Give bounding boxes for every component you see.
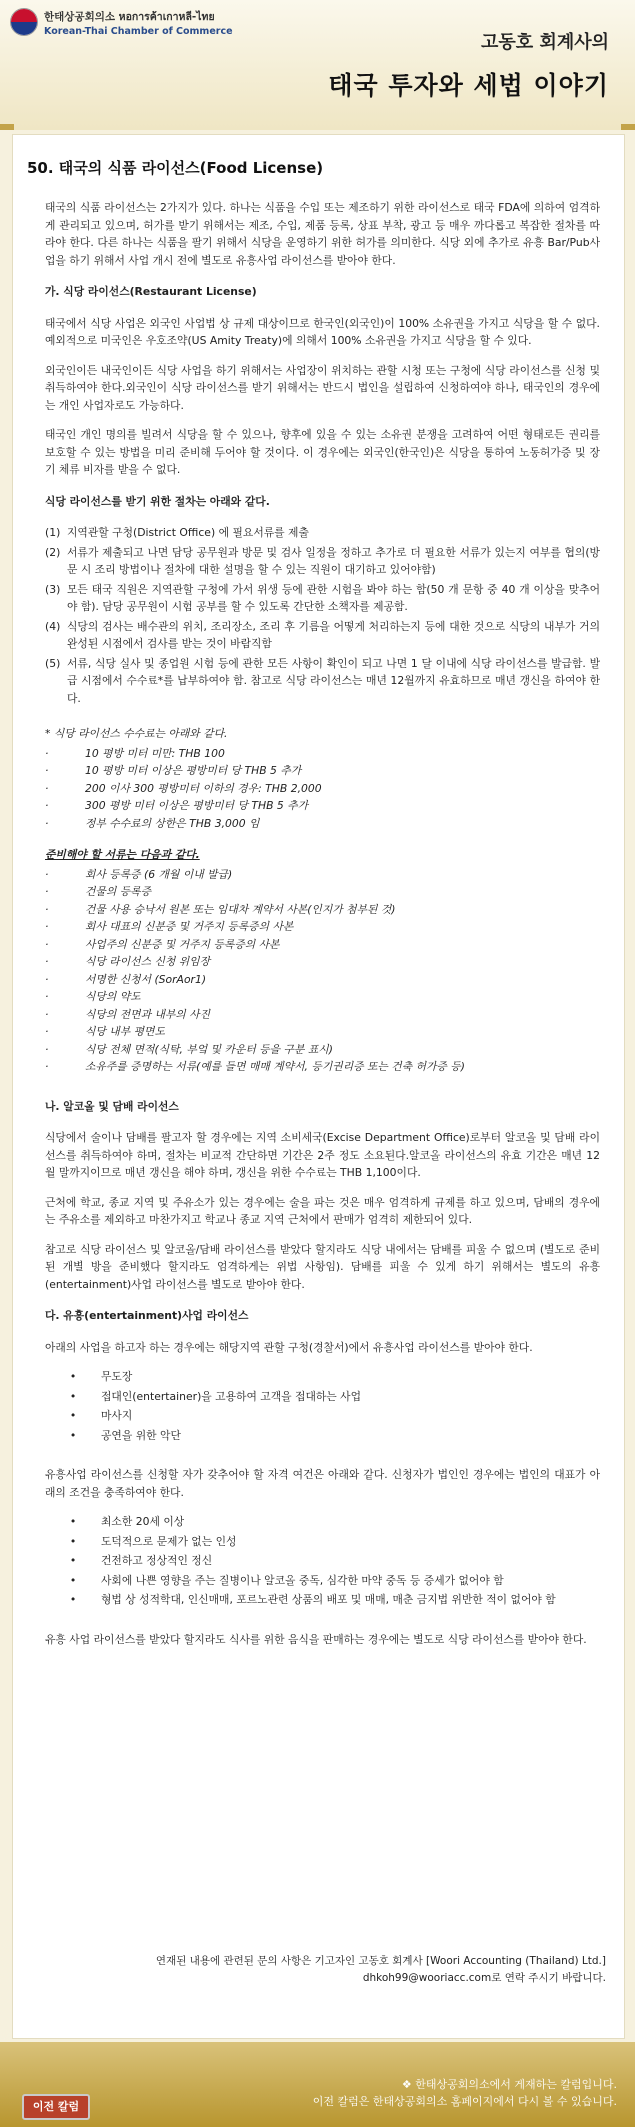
- org-name-kr-th: 한태상공회의소 หอการค้าเกาหลี-ไทย: [44, 11, 215, 23]
- list-item: · 200 이사 300 평방미터 이하의 경우: THB 2,000: [45, 781, 322, 795]
- page-header: [0, 0, 635, 130]
- section-c-paragraph-3: 유흥 사업 라이선스를 받았다 할지라도 식사를 위한 음식을 판매하는 경우에는 별도로 식당 라이선스를 받아야 한다.: [45, 1632, 587, 1646]
- list-item: • 접대인(entertainer)을 고용하여 고객을 접대하는 사업: [69, 1389, 362, 1403]
- qualification-list: [45, 1513, 600, 1609]
- business-list: [45, 1368, 600, 1444]
- list-item: · 사업주의 신분증 및 거주지 등록증의 사본: [45, 937, 280, 951]
- section-b-paragraph-1: 식당에서 술이나 담배를 팔고자 할 경우에는 지역 소비세국(Excise Department Office)로부터 알코올 및 담배 라이선스를 취득하여야 하며, 절차는 비교적 간단하면 기간은 2주 정도 소요된다.알코올 라이선스의 유효 기간은 매년 12월 말까지이므로 매년 갱신을 해야 하며, 갱신을 위한 수수료는 THB 1,100이다.: [45, 1131, 600, 1179]
- section-c-paragraph-2: 유흥사업 라이선스를 신청할 자가 갖추어야 할 자격 여건은 아래와 같다. 신청자가 법인인 경우에는 법인의 대표가 아래의 조건을 충족하여야 한다.: [45, 1468, 600, 1499]
- list-item: · 건물의 등록증: [45, 885, 152, 898]
- list-item: · 10 평방 미터 미만: THB 100: [45, 746, 225, 760]
- footer-note-line-2: 이전 칼럼은 한태상공회의소 홈페이지에서 다시 볼 수 있습니다.: [312, 2095, 617, 2108]
- section-b-title: 나. 알코올 및 담배 라이선스: [45, 1099, 179, 1113]
- section-a-paragraph-2: 외국인이든 내국인이든 식당 사업을 하기 위해서는 사업장이 위치하는 관할 시청 또는 구청에 식당 라이선스를 신청 및 취득하여야 한다.외국인이 식당 라이선스를 받기 위해서는 반드시 법인을 설립하여 신청하여야 하나, 태국인의 경우에는 개인 사업자로도 가능하다.: [45, 363, 600, 412]
- list-item: • 사회에 나쁜 영향을 주는 질병이나 알코올 중독, 심각한 마약 중독 등 증세가 없어야 함: [69, 1573, 504, 1587]
- previous-column-button[interactable]: 이전 칼럼: [22, 2094, 90, 2120]
- list-item: • 형법 상 성적학대, 인신매매, 포르노관련 상품의 배포 및 매매, 매춘 금지법 위반한 적이 없어야 함: [69, 1593, 556, 1606]
- contact-line-1: 연재된 내용에 관련된 문의 사항은 기고자인 고동호 회계사 [Woori Accounting (Thailand) Ltd.]: [155, 1955, 606, 1967]
- list-item: (3) 모든 태국 직원은 지역관할 구청에 가서 위생 등에 관한 시험을 봐야 하는 함(50 개 문항 중 40 개 이상을 맞추어야 함). 담당 공무원이 시험 공부를 할 수 있도록 간단한 소책자를 제공함.: [45, 582, 600, 613]
- footer-note: [313, 2076, 617, 2110]
- list-item: · 식당의 전면과 내부의 사진: [45, 1007, 211, 1021]
- list-item: · 10 평방 미터 이상은 평방미터 당 THB 5 추가: [45, 764, 302, 777]
- list-item: · 소유주를 증명하는 서류(예를 들면 매매 계약서, 등기권리증 또는 건축 허가증 등): [45, 1060, 465, 1073]
- article-card: [12, 134, 625, 2039]
- section-a-title: 가. 식당 라이선스(Restaurant License): [45, 285, 257, 298]
- list-item: · 서명한 신청서 (SorAor1): [45, 972, 207, 986]
- series-title: 고동호 회계사의: [481, 32, 609, 53]
- section-c-paragraph-1: 아래의 사업을 하고자 하는 경우에는 해당지역 관할 구청(경찰서)에서 유흥사업 라이선스를 받아야 한다.: [45, 1340, 533, 1354]
- list-item: • 건전하고 정상적인 정신: [69, 1554, 213, 1567]
- article-body: [45, 199, 600, 1660]
- footer-note-line-1: ❖ 한태상공회의소에서 게재하는 칼럼입니다.: [401, 2078, 617, 2091]
- list-item: • 무도장: [69, 1370, 133, 1383]
- header-rule-left: [0, 124, 14, 130]
- list-item: • 도덕적으로 문제가 없는 인성: [69, 1534, 237, 1548]
- main-title: 태국 투자와 세법 이야기: [328, 71, 609, 100]
- list-item: · 식당의 약도: [45, 990, 141, 1003]
- intro-paragraph: 태국의 식품 라이선스는 2가지가 있다. 하나는 식품을 수입 또는 제조하기 위한 라이선스로 태국 FDA에 의하여 엄격하게 관리되고 있으며, 허가를 받기 위해서는 제조, 수입, 제품 등록, 상표 부착, 광고 등 매우 까다롭고 복잡한 절차를 따라야 한다. 다른 하나는 식품을 팔기 위해서 식당을 운영하기 위한 허가를 의미한다. 식당 외에 추가로 유흥 Bar/Pub사업을 하기 위해서 사업 개시 전에 별도로 유흥사업 라이선스를 받아야 한다.: [45, 201, 600, 267]
- list-item: • 최소한 20세 이상: [69, 1515, 185, 1528]
- list-item: · 회사 대표의 신분증 및 거주지 등록증의 사본: [45, 920, 294, 933]
- list-item: (2) 서류가 제출되고 나면 담당 공무원과 방문 및 검사 일정을 정하고 추가로 더 필요한 서류가 있는지 여부를 협의(방문 시 조리 방법이나 절차에 대한 설명을 할 수 있는 직원이 대기하고 있어야함): [45, 545, 600, 576]
- chamber-logo[interactable]: [10, 8, 233, 37]
- documents-title: 준비해야 할 서류는 다음과 같다.: [45, 848, 200, 861]
- section-a-paragraph-1: 태국에서 식당 사업은 외국인 사업법 상 규제 대상이므로 한국인(외국인)이 100% 소유권을 가지고 식당을 할 수 없다. 예외적으로 미국인은 우호조약(US Amity Treaty)에 의해서 100% 소유권을 가지고 식당을 할 수 있다.: [45, 316, 600, 347]
- list-item: (4) 식당의 검사는 배수관의 위치, 조리장소, 조리 후 기름을 어떻게 처리하는지 등에 대한 것으로 식당의 내부가 거의 완성된 시점에서 검사를 받는 것이 바람직함: [45, 619, 600, 650]
- fees-title: * 식당 라이선스 수수료는 아래와 같다.: [45, 727, 228, 740]
- section-b-paragraph-2: 근처에 학교, 종교 지역 및 주유소가 있는 경우에는 술을 파는 것은 매우 엄격하게 규제를 하고 있으며, 담배의 경우에는 주유소를 제외하고 마찬가지고 학교나 종교 지역 근처에서 판매가 엄격히 제한되어 있다.: [45, 1195, 600, 1226]
- section-a-paragraph-3: 태국인 개인 명의를 빌려서 식당을 할 수 있으나, 향후에 있을 수 있는 소유권 분쟁을 고려하여 어떤 형태로든 권리를 보호할 수 있는 방법을 미리 준비해 두어야 할 것이다. 이 경우에는 외국인(한국인)은 식당을 통하여 노동허가증 및 장기 체류 비자를 받을 수 없다.: [45, 428, 600, 476]
- article-title: 50. 태국의 식품 라이선스(Food License): [27, 159, 324, 177]
- list-item: • 마사지: [69, 1409, 133, 1422]
- contact-info: [156, 1953, 606, 1987]
- list-item: · 건물 사용 승낙서 원본 또는 임대차 계약서 사본(인지가 첨부된 것): [45, 902, 396, 916]
- steps-list: [45, 524, 600, 707]
- org-name-en: Korean-Thai Chamber of Commerce: [44, 26, 233, 37]
- list-item: · 식당 라이선스 신청 위임장: [45, 955, 211, 968]
- contact-email[interactable]: dhkoh99@wooriacc.com로 연락 주시기 바랍니다.: [362, 1972, 606, 1984]
- page-footer: [0, 2042, 635, 2127]
- list-item: (1) 지역관할 구청(District Office) 에 필요서류를 제출: [45, 526, 309, 539]
- list-item: · 식당 전체 면적(식탁, 부엌 및 카운터 등을 구분 표시): [45, 1042, 333, 1056]
- list-item: · 회사 등록증 (6 개월 이내 발급): [45, 867, 233, 881]
- chamber-emblem-icon: [10, 8, 38, 36]
- list-item: · 300 평방 미터 이상은 평방미터 당 THB 5 추가: [45, 799, 309, 812]
- list-item: (5) 서류, 식당 실사 및 종업원 시험 등에 관한 모든 사항이 확인이 되고 나면 1 달 이내에 식당 라이선스를 발급함. 발급 시점에서 수수료*를 납부하여야 함. 참고로 식당 라이선스는 매년 12월까지 유효하므로 매년 갱신을 하여야 한다.: [45, 656, 600, 705]
- list-item: · 식당 내부 평면도: [45, 1025, 165, 1038]
- header-rule-right: [621, 124, 635, 130]
- list-item: • 공연을 위한 악단: [69, 1428, 181, 1442]
- steps-title: 식당 라이선스를 받기 위한 절차는 아래와 같다.: [45, 494, 270, 508]
- section-b-paragraph-3: 참고로 식당 라이선스 및 알코올/담배 라이선스를 받았다 할지라도 식당 내에서는 담배를 피울 수 없으며 (별도로 준비된 개별 방을 준비했다 할지라도 엄격하게는 위법 사항임). 담배를 피울 수 있게 하기 위해서는 별도의 유흥(entertainment)사업 라이선스를 별도로 받아야 한다.: [45, 1242, 600, 1291]
- section-c-title: 다. 유흥(entertainment)사업 라이선스: [45, 1309, 249, 1322]
- list-item: · 정부 수수료의 상한은 THB 3,000 임: [45, 816, 260, 830]
